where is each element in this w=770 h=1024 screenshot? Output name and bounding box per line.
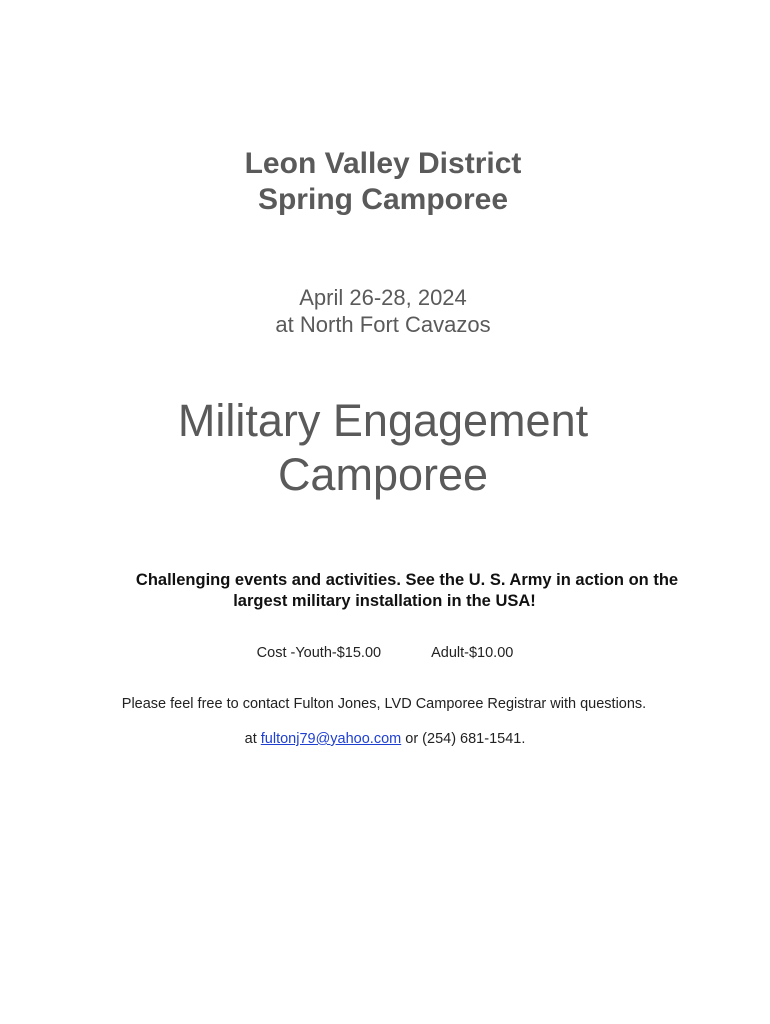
tagline-line-2: largest military installation in the USA! (233, 592, 536, 610)
contact-info (0, 695, 769, 713)
event-location: at North Fort Cavazos (275, 312, 491, 337)
contact-phone: or (254) 681-1541. (405, 731, 526, 747)
title-line-1: Leon Valley District (244, 147, 522, 180)
youth-cost: Cost -Youth-$15.00 (256, 645, 382, 661)
contact-prefix: at (244, 731, 257, 747)
event-headline (0, 394, 768, 502)
title-line-2: Spring Camporee (257, 183, 509, 216)
tagline-line-1: Challenging events and activities. See the U. S. Army in action on the (135, 571, 679, 589)
headline-line-2: Camporee (277, 449, 489, 500)
cost-info (0, 644, 770, 662)
adult-cost: Adult-$10.00 (431, 645, 514, 661)
event-dates: April 26-28, 2024 (299, 285, 467, 310)
contact-text: Please feel free to contact Fulton Jones, LVD Camporee Registrar with questions. (121, 696, 647, 712)
district-title (0, 146, 768, 218)
contact-details (0, 730, 770, 748)
event-details (0, 284, 768, 338)
headline-line-1: Military Engagement (177, 395, 589, 446)
email-link[interactable]: fultonj79@yahoo.com (260, 731, 402, 747)
event-tagline (0, 570, 770, 612)
